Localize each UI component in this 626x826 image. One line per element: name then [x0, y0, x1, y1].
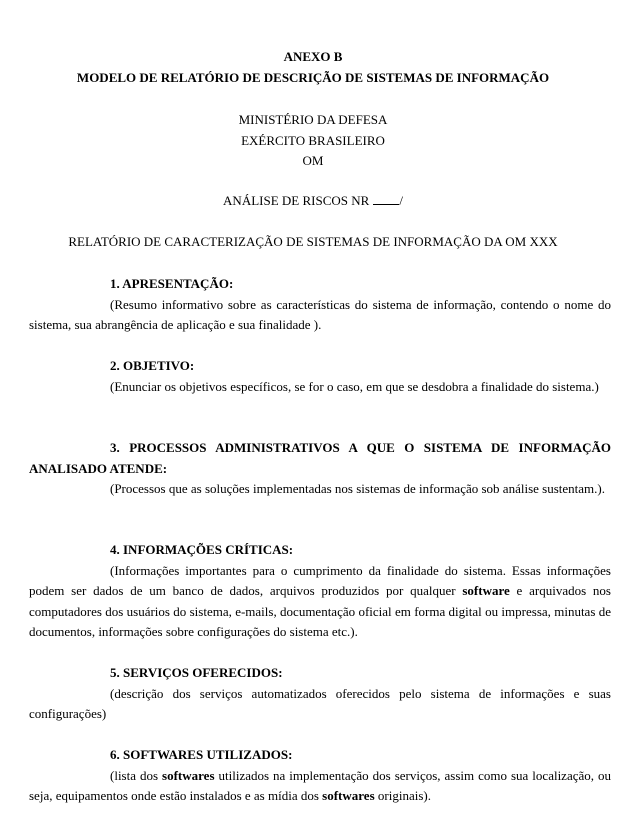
- section-heading: 4. INFORMAÇÕES CRÍTICAS:: [110, 542, 294, 557]
- section-objective: [29, 356, 611, 397]
- section-heading: 3. PROCESSOS ADMINISTRATIVOS A QUE O SISTEMA DE INFORMAÇÃO ANALISADO ATENDE:: [29, 440, 611, 476]
- section-heading: 2. OBJETIVO:: [110, 358, 195, 373]
- report-title: [0, 232, 626, 253]
- organization-block: [0, 110, 626, 172]
- section-body: (Processos que as soluções implementadas nos sistemas de informação sob análise sustentam.).: [110, 481, 605, 496]
- ministry-name: MINISTÉRIO DA DEFESA: [238, 112, 388, 127]
- report-title-text: RELATÓRIO DE CARACTERIZAÇÃO DE SISTEMAS DE INFORMAÇÃO DA OM XXX: [68, 234, 558, 249]
- section-body: (Enunciar os objetivos específicos, se for o caso, em que se desdobra a finalidade do sistema.): [110, 378, 599, 394]
- section-presentation: [29, 274, 611, 336]
- body-text: originais).: [374, 788, 431, 803]
- om-name: OM: [302, 153, 324, 168]
- section-body: [29, 561, 611, 643]
- body-text: (lista dos: [110, 767, 163, 783]
- body-bold-term: softwares: [162, 767, 215, 783]
- body-text: e arquivados nos computadores dos usuários do sistema, e-mails, documentação oficial em forma digital ou impressa, minutas de documentos, informações sobre configurações do sistema etc.).: [29, 583, 611, 639]
- section-heading: 1. APRESENTAÇÃO:: [110, 276, 234, 291]
- section-heading: 6. SOFTWARES UTILIZADOS:: [110, 747, 293, 762]
- risk-number-blank: [373, 191, 399, 205]
- body-text: (Informações importantes para o cumprimento da finalidade do sistema. Essas informações podem ser dados de um banco de dados, arquivos produzidos por qualquer: [29, 562, 611, 598]
- section-software: [29, 745, 611, 807]
- annex-label: ANEXO B: [283, 49, 343, 64]
- body-bold-term: software: [462, 583, 510, 598]
- body-text: utilizados na implementação dos serviços, assim como sua localização, ou seja, equipamentos onde estão instalados e as mídia dos: [29, 767, 611, 803]
- section-critical-info: [29, 540, 611, 643]
- section-body: (descrição dos serviços automatizados oferecidos pelo sistema de informações e suas configurações): [29, 685, 611, 721]
- risk-analysis-label: ANÁLISE DE RISCOS NR: [223, 193, 370, 208]
- section-services: [29, 663, 611, 725]
- body-bold-term: softwares: [322, 788, 375, 803]
- section-processes: [29, 438, 611, 500]
- risk-analysis-line: [0, 191, 626, 212]
- annex-header: [0, 47, 626, 88]
- section-heading: 5. SERVIÇOS OFERECIDOS:: [110, 665, 283, 680]
- section-body: (Resumo informativo sobre as características do sistema de informação, contendo o nome do sistema, sua abrangência de aplicação e sua finalidade ).: [29, 296, 611, 332]
- annex-title: MODELO DE RELATÓRIO DE DESCRIÇÃO DE SISTEMAS DE INFORMAÇÃO: [76, 69, 550, 85]
- risk-number-suffix: /: [399, 193, 403, 208]
- army-name: EXÉRCITO BRASILEIRO: [241, 132, 385, 148]
- section-body: [29, 766, 611, 807]
